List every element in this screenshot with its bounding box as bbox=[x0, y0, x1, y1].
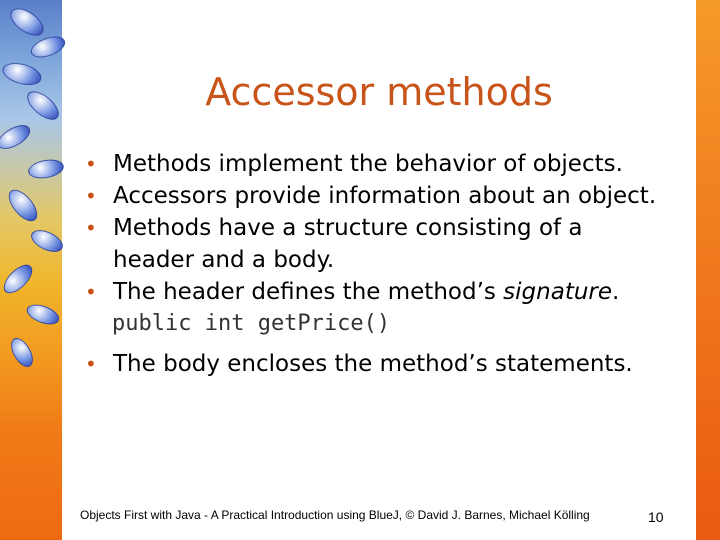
page-number: 10 bbox=[648, 509, 664, 525]
pill-graphic bbox=[0, 260, 37, 298]
bullet-marker: • bbox=[85, 352, 97, 376]
bullet-text: Methods have a structure consisting of a bbox=[113, 215, 583, 241]
pill-graphic bbox=[28, 226, 66, 257]
bullet-text-continuation: header and a body. bbox=[113, 247, 335, 273]
pill-graphic bbox=[28, 32, 68, 61]
spacer bbox=[85, 340, 705, 348]
pill-graphic bbox=[0, 120, 34, 154]
code-sample: public int getPrice() bbox=[112, 311, 391, 336]
bullet-marker: • bbox=[85, 280, 97, 304]
pill-graphic bbox=[22, 86, 63, 125]
bullet-item bbox=[85, 212, 705, 276]
slide-title: Accessor methods bbox=[205, 70, 553, 114]
bullet-item bbox=[85, 180, 705, 212]
bullet-item bbox=[85, 148, 705, 180]
pill-graphic bbox=[6, 3, 49, 41]
pill-graphic bbox=[24, 301, 62, 329]
bullet-text: Methods implement the behavior of objects. bbox=[113, 151, 623, 177]
bullet-text: The header defines the method’s bbox=[113, 279, 504, 305]
bullet-marker: • bbox=[85, 152, 97, 176]
bullet-marker: • bbox=[85, 184, 97, 208]
pill-graphic bbox=[27, 157, 66, 181]
pill-graphic bbox=[7, 334, 38, 370]
bullet-marker: • bbox=[85, 216, 97, 240]
emphasized-term: signature bbox=[503, 279, 613, 305]
bullet-item bbox=[85, 348, 705, 380]
bullet-text-end: . bbox=[612, 279, 620, 305]
pill-graphic bbox=[4, 185, 43, 226]
bullet-list bbox=[85, 148, 705, 380]
decorative-pill-strip bbox=[0, 0, 62, 540]
bullet-item bbox=[85, 276, 705, 308]
bullet-text: Accessors provide information about an object. bbox=[113, 183, 657, 209]
slide-footer: Objects First with Java - A Practical Introduction using BlueJ, © David J. Barnes, Michael Kölling bbox=[80, 508, 590, 522]
bullet-text: The body encloses the method’s statements. bbox=[113, 351, 633, 377]
pill-graphic bbox=[0, 59, 44, 89]
